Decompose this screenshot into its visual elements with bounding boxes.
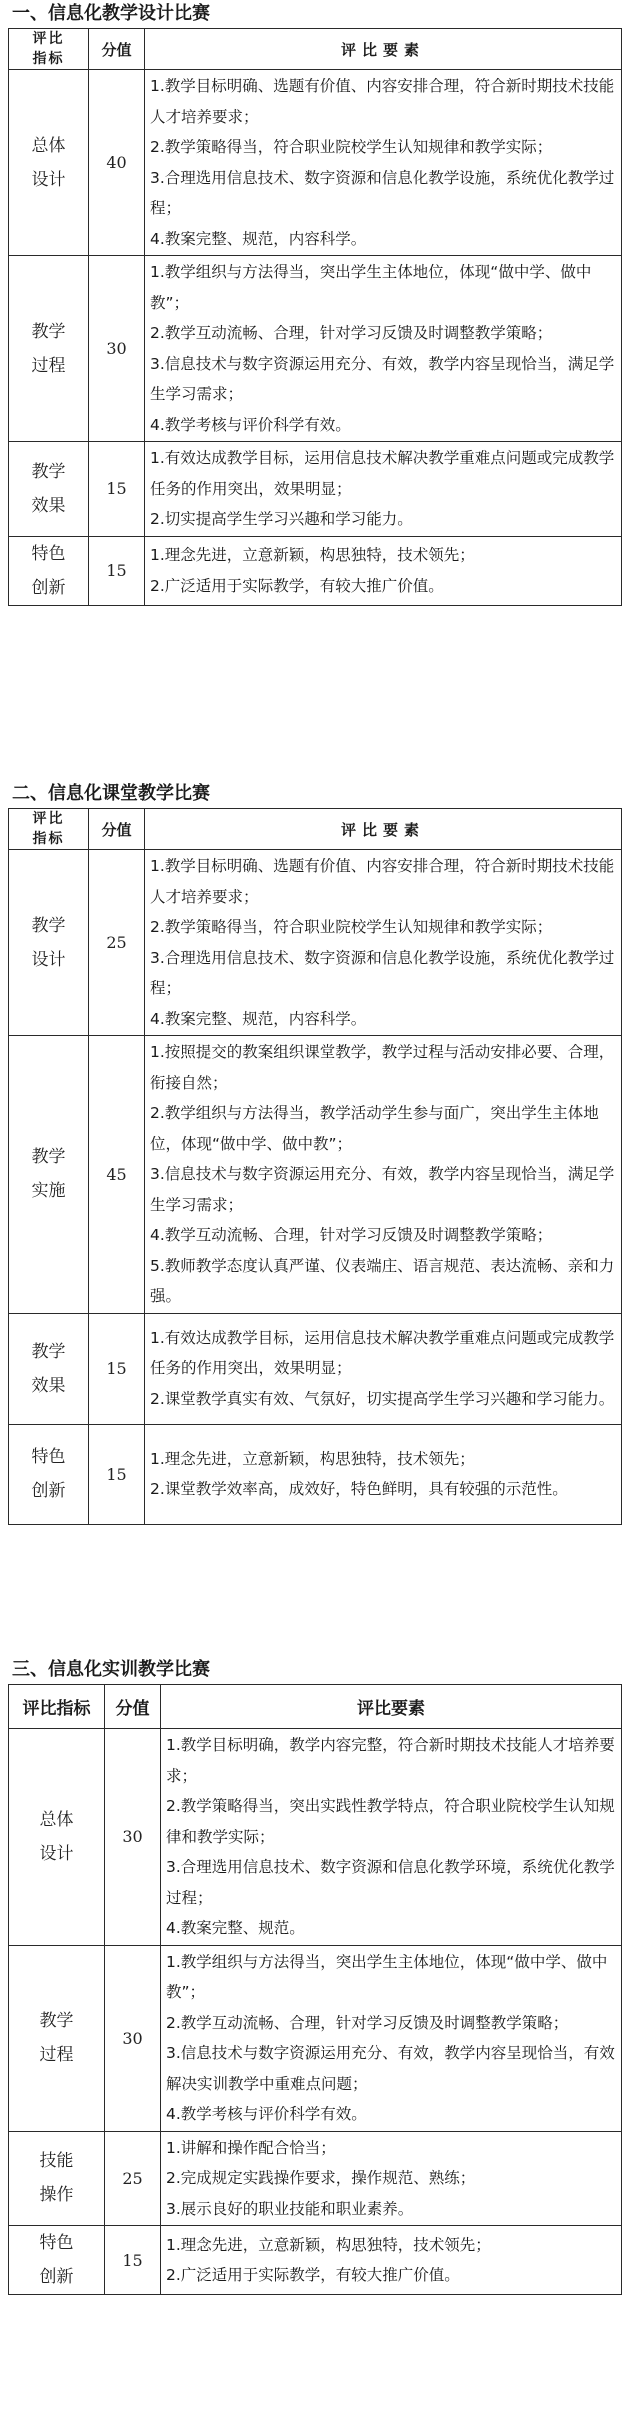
criteria-item: 2.教学组织与方法得当，教学活动学生参与面广，突出学生主体地位，体现“做中学、做中教”； (150, 1104, 599, 1153)
indicator-cell (9, 536, 89, 605)
table-row (9, 1729, 622, 1946)
criteria-cell (145, 256, 622, 442)
criteria-item: 1.理念先进，立意新颖，构思独特，技术领先； (150, 546, 475, 564)
table-row (9, 442, 622, 537)
indicator-cell (9, 256, 89, 442)
criteria-item: 1.理念先进，立意新颖，构思独特，技术领先； (166, 2235, 491, 2254)
criteria-cell (145, 442, 622, 537)
criteria-item: 3.信息技术与数字资源运用充分、有效，教学内容呈现恰当，满足学生学习需求； (150, 354, 615, 403)
criteria-item: 3.合理选用信息技术、数字资源和信息化教学设施，系统优化教学过程； (150, 168, 615, 217)
scoring-table (8, 808, 622, 1525)
criteria-item: 4.教学互动流畅、合理，针对学习反馈及时调整教学策略； (150, 1226, 553, 1244)
criteria-cell (145, 1424, 622, 1524)
score-cell: 30 (105, 1945, 161, 2131)
indicator-label: 特色创新 (31, 1447, 66, 1501)
criteria-item: 1.讲解和操作配合恰当； (166, 2138, 336, 2157)
criteria-item: 1.有效达成教学目标，运用信息技术解决教学重难点问题或完成教学任务的作用突出，效果明显； (150, 449, 615, 498)
indicator-cell (9, 1424, 89, 1524)
table-row (9, 2226, 622, 2295)
scoring-table (8, 28, 622, 606)
criteria-item: 2.完成规定实践操作要求，操作规范、熟练； (166, 2169, 476, 2187)
criteria-item: 2.教学策略得当，符合职业院校学生认知规律和教学实际； (150, 918, 553, 936)
section-information-classroom-teaching (8, 780, 621, 1525)
table-row (9, 850, 622, 1036)
criteria-item: 3.合理选用信息技术、数字资源和信息化教学环境，系统优化教学过程； (166, 1858, 615, 1907)
table-header-row (9, 1685, 622, 1729)
indicator-label: 总体设计 (39, 1809, 74, 1864)
section-title: 二、信息化课堂教学比赛 (12, 783, 210, 804)
section-information-practical-training (8, 1656, 621, 2295)
header-indicator (9, 809, 89, 850)
indicator-label: 特色创新 (31, 543, 66, 598)
criteria-cell (145, 536, 622, 605)
criteria-cell (161, 2131, 622, 2226)
score-cell: 30 (89, 256, 145, 442)
indicator-label: 技能操作 (39, 2151, 74, 2206)
criteria-cell (145, 70, 622, 256)
section-information-teaching-design (8, 0, 621, 606)
header-criteria: 评比要素 (145, 809, 622, 850)
indicator-cell (9, 2131, 105, 2226)
table-row (9, 1036, 622, 1314)
criteria-item: 1.教学目标明确、选题有价值、内容安排合理，符合新时期技术技能人才培养要求； (150, 857, 615, 906)
header-criteria: 评比要素 (145, 29, 622, 70)
criteria-item: 3.信息技术与数字资源运用充分、有效，教学内容呈现恰当，有效解决实训教学中重难点问题； (166, 2044, 615, 2093)
table-row (9, 1424, 622, 1524)
indicator-label: 教学过程 (31, 321, 66, 376)
indicator-cell (9, 442, 89, 537)
criteria-item: 1.按照提交的教案组织课堂教学，教学过程与活动安排必要、合理，衔接自然； (150, 1043, 615, 1092)
criteria-item: 4.教案完整、规范，内容科学。 (150, 1009, 367, 1028)
score-cell: 15 (89, 1424, 145, 1524)
header-score: 分值 (89, 809, 145, 850)
table-header-row (9, 29, 622, 70)
score-cell: 30 (105, 1729, 161, 1946)
criteria-cell (145, 1036, 622, 1314)
score-cell: 25 (105, 2131, 161, 2226)
criteria-item: 1.教学目标明确，教学内容完整，符合新时期技术技能人才培养要求； (166, 1736, 615, 1785)
criteria-item: 4.教学考核与评价科学有效。 (150, 415, 351, 434)
indicator-cell (9, 1036, 89, 1314)
criteria-item: 2.教学策略得当，符合职业院校学生认知规律和教学实际； (150, 138, 553, 156)
criteria-item: 4.教案完整、规范，内容科学。 (150, 229, 367, 248)
score-cell: 25 (89, 850, 145, 1036)
indicator-cell (9, 70, 89, 256)
indicator-cell (9, 2226, 105, 2295)
criteria-cell (161, 1729, 622, 1946)
header-score: 分值 (89, 29, 145, 70)
table-row (9, 256, 622, 442)
criteria-cell (161, 1945, 622, 2131)
criteria-item: 1.有效达成教学目标，运用信息技术解决教学重难点问题或完成教学任务的作用突出，效果明显； (150, 1328, 615, 1378)
indicator-cell (9, 1945, 105, 2131)
criteria-item: 3.合理选用信息技术、数字资源和信息化教学设施，系统优化教学过程； (150, 948, 615, 997)
criteria-item: 2.教学互动流畅、合理，针对学习反馈及时调整教学策略； (166, 2013, 569, 2032)
criteria-item: 2.教学策略得当，突出实践性教学特点，符合职业院校学生认知规律和教学实际； (166, 1797, 615, 1846)
criteria-item: 2.教学互动流畅、合理，针对学习反馈及时调整教学策略； (150, 324, 553, 342)
indicator-label: 教学效果 (31, 1341, 66, 1396)
criteria-item: 2.广泛适用于实际教学，有较大推广价值。 (166, 2266, 460, 2284)
criteria-item: 1.理念先进，立意新颖，构思独特，技术领先； (150, 1449, 475, 1468)
criteria-item: 2.广泛适用于实际教学，有较大推广价值。 (150, 576, 444, 595)
table-row (9, 536, 622, 605)
table-header-row (9, 809, 622, 850)
section-title: 三、信息化实训教学比赛 (12, 1659, 210, 1680)
indicator-label: 教学过程 (39, 2011, 74, 2065)
section-title: 一、信息化教学设计比赛 (12, 3, 210, 24)
header-indicator-label: 评比指标 (32, 811, 65, 847)
header-indicator-label: 评比指标 (32, 31, 65, 67)
table-row (9, 1945, 622, 2131)
scoring-table (8, 1684, 622, 2295)
criteria-cell (145, 1313, 622, 1424)
header-criteria: 评比要素 (161, 1685, 622, 1729)
indicator-label: 教学设计 (31, 915, 66, 970)
criteria-item: 2.课堂教学真实有效、气氛好，切实提高学生学习兴趣和学习能力。 (150, 1389, 615, 1408)
indicator-label: 总体设计 (31, 135, 66, 190)
indicator-cell (9, 1313, 89, 1424)
criteria-item: 2.课堂教学效率高，成效好，特色鲜明，具有较强的示范性。 (150, 1480, 568, 1498)
indicator-label: 教学效果 (31, 461, 66, 516)
table-row (9, 2131, 622, 2226)
criteria-item: 1.教学目标明确、选题有价值、内容安排合理，符合新时期技术技能人才培养要求； (150, 77, 615, 126)
criteria-item: 1.教学组织与方法得当，突出学生主体地位，体现“做中学、做中教”； (166, 1952, 608, 2001)
indicator-cell (9, 850, 89, 1036)
header-indicator: 评比指标 (9, 1685, 105, 1729)
indicator-cell (9, 1729, 105, 1946)
indicator-label: 教学实施 (31, 1147, 66, 1202)
score-cell: 45 (89, 1036, 145, 1314)
criteria-item: 4.教案完整、规范。 (166, 1919, 305, 1937)
criteria-cell (161, 2226, 622, 2295)
header-score: 分值 (105, 1685, 161, 1729)
criteria-item: 5.教师教学态度认真严谨、仪表端庄、语言规范、表达流畅、亲和力强。 (150, 1256, 615, 1305)
criteria-item: 3.展示良好的职业技能和职业素养。 (166, 2199, 414, 2218)
score-cell: 40 (89, 70, 145, 256)
table-row (9, 70, 622, 256)
score-cell: 15 (89, 1313, 145, 1424)
criteria-item: 1.教学组织与方法得当，突出学生主体地位，体现“做中学、做中教”； (150, 263, 592, 312)
score-cell: 15 (89, 442, 145, 537)
table-row (9, 1313, 622, 1424)
header-indicator (9, 29, 89, 70)
indicator-label: 特色创新 (39, 2233, 74, 2287)
score-cell: 15 (105, 2226, 161, 2295)
criteria-item: 4.教学考核与评价科学有效。 (166, 2105, 367, 2123)
criteria-item: 3.信息技术与数字资源运用充分、有效，教学内容呈现恰当，满足学生学习需求； (150, 1165, 615, 1214)
criteria-item: 2.切实提高学生学习兴趣和学习能力。 (150, 510, 413, 528)
criteria-cell (145, 850, 622, 1036)
score-cell: 15 (89, 536, 145, 605)
